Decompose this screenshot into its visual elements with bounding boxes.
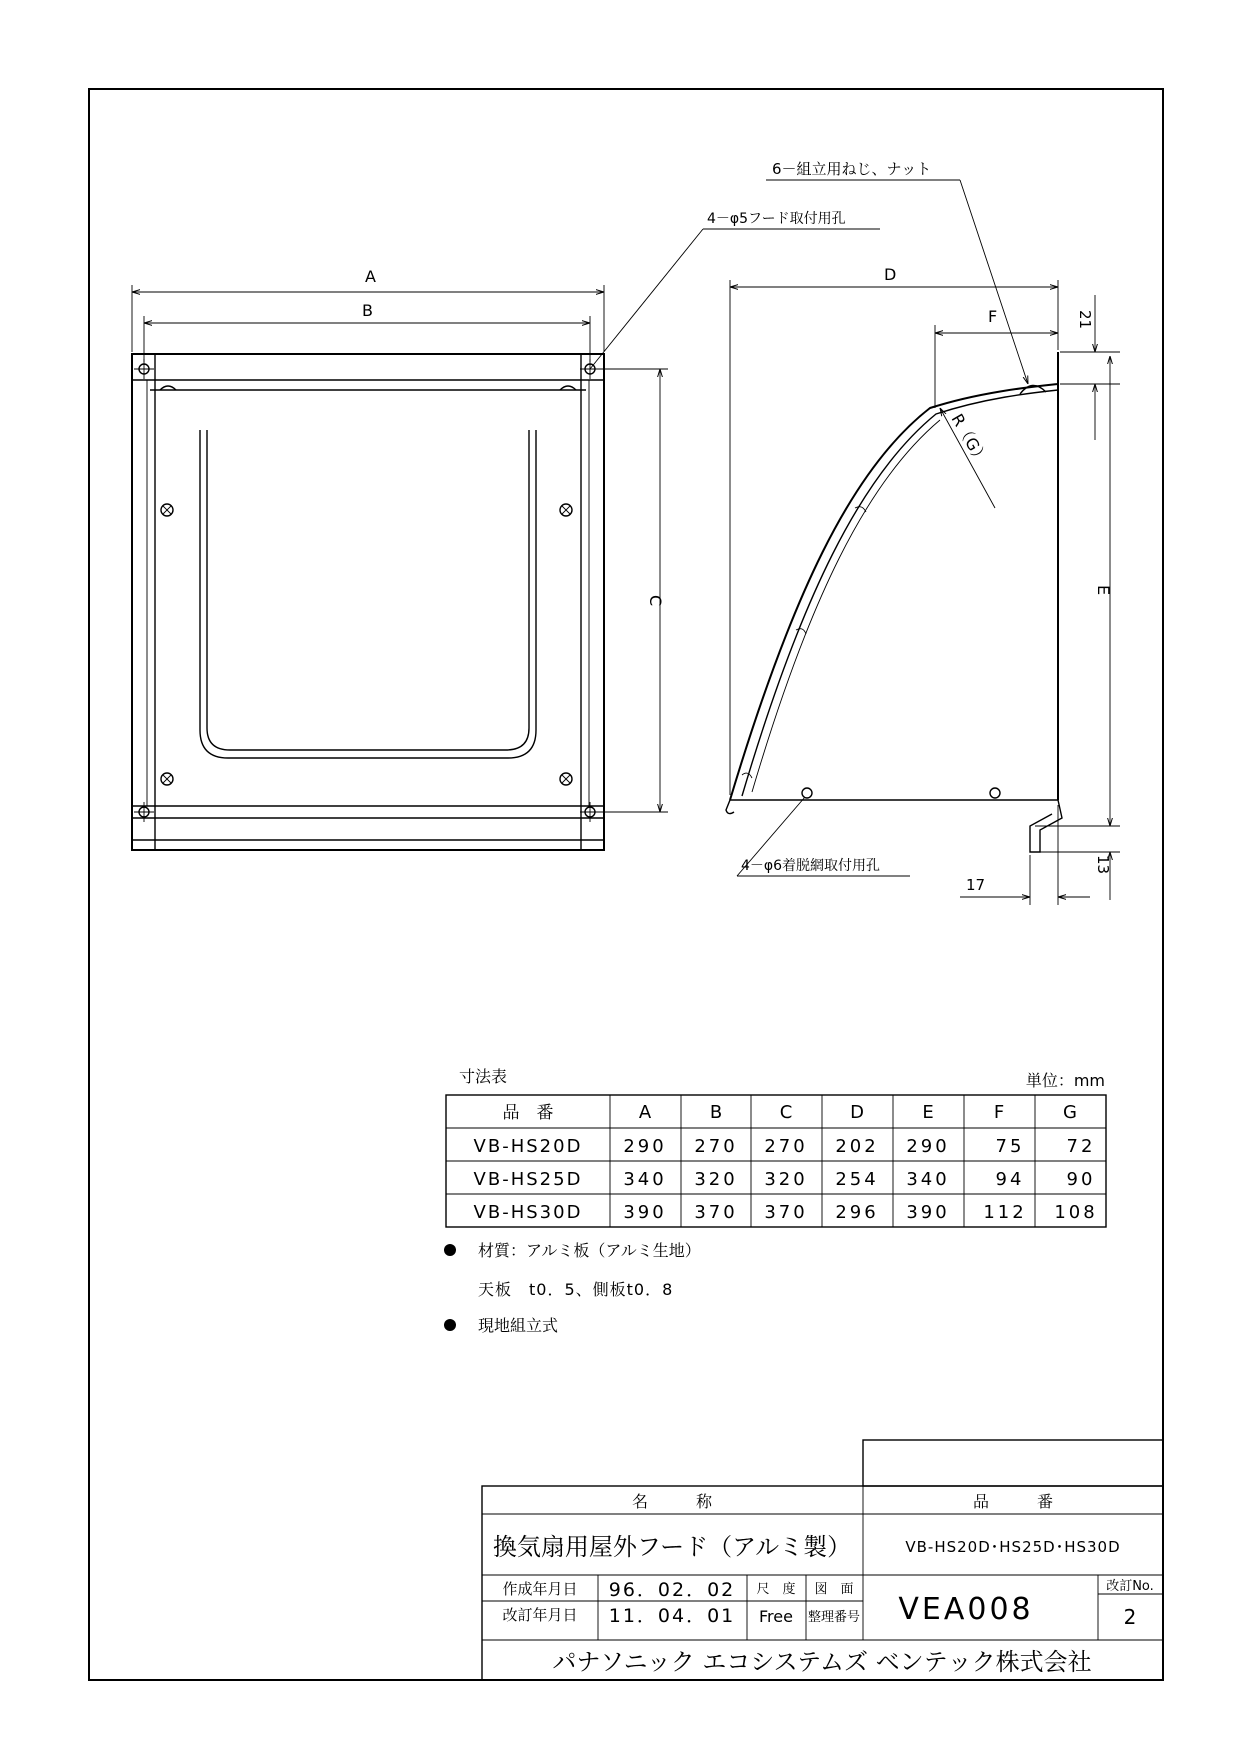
hood-hole-icon [134,802,154,822]
dim-table-cell: VB-HS30D [473,1202,583,1223]
mesh-hole-icon [990,788,1000,798]
dim-label-e: E [1094,585,1113,596]
dim-label-rg: R（G） [947,410,992,469]
dim-table-cell: 254 [835,1169,879,1190]
drawing-number: VEA008 [898,1592,1034,1627]
revised-date: 11．04．01 [608,1605,736,1627]
bullet-icon [444,1244,456,1256]
drawing-label: 図 面 [814,1582,854,1597]
note-assembly: 現地組立式 [478,1316,559,1335]
title-block [482,1440,1163,1680]
screw-icon [560,504,572,516]
dim-table-cell: 94 [995,1169,1025,1190]
dim-table-cell: 390 [623,1202,667,1223]
dim-table-unit: 単位：mm [1025,1071,1105,1090]
dim-table-cell: 202 [835,1136,879,1157]
note-thickness: 天板 t0．5、側板t0．8 [478,1280,674,1299]
dim-table-header: F [993,1102,1005,1123]
revision-number: 2 [1123,1605,1137,1629]
scale-value: Free [759,1607,793,1626]
note-material: 材質：アルミ板（アルミ生地） [478,1241,701,1260]
dim-table-cell: 340 [623,1169,667,1190]
screw-icon [161,504,173,516]
dim-table-cell: 75 [995,1136,1025,1157]
dim-table-cell: VB-HS25D [473,1169,583,1190]
dim-table-cell: 72 [1066,1136,1096,1157]
dim-table-cell: 108 [1054,1202,1098,1223]
product-name: 換気扇用屋外フード（アルミ製） [492,1533,852,1561]
dim-table-cell: 270 [764,1136,808,1157]
hood-hole-label: 4－φ5フード取付用孔 [707,211,846,227]
dim-table-cell: 390 [906,1202,950,1223]
part-header: 品 番 [972,1492,1054,1511]
dim-table-header: G [1063,1102,1077,1123]
ref-label: 整理番号 [807,1610,861,1625]
dim-label-f: F [988,307,998,326]
dim-label-21: 21 [1076,310,1094,330]
mesh-hole-icon [802,788,812,798]
mesh-hole-label: 4－φ6着脱網取付用孔 [741,858,881,874]
dim-table-cell: 340 [906,1169,950,1190]
company-name: パナソニック エコシステムズ ベンテック株式会社 [552,1648,1092,1676]
side-view [726,160,1120,905]
dim-table-header: A [638,1102,652,1123]
dim-table-cell: 370 [694,1202,738,1223]
dim-table-header: B [709,1102,723,1123]
dim-table-title: 寸法表 [459,1067,508,1086]
screws-label: 6－組立用ねじ、ナット [772,160,932,178]
dim-table-header: E [922,1102,934,1123]
dim-label-b: B [362,301,373,320]
dim-label-13: 13 [1094,855,1112,875]
revision-label: 改訂No. [1106,1579,1154,1594]
front-view [132,210,880,850]
dim-label-17: 17 [966,876,986,894]
dim-table-cell: 320 [764,1169,808,1190]
bullet-icon [444,1319,456,1331]
dim-table-cell: 296 [835,1202,879,1223]
dim-table-cell: 270 [694,1136,738,1157]
part-numbers: VB-HS20D･HS25D･HS30D [905,1538,1121,1556]
created-date: 96．02．02 [608,1579,736,1601]
dim-table-cell: 320 [694,1169,738,1190]
created-label: 作成年月日 [502,1580,578,1598]
dim-table-cell: 90 [1066,1169,1096,1190]
dim-label-d: D [884,265,897,284]
dim-label-c: C [646,595,665,607]
name-header: 名 称 [631,1492,713,1511]
scale-label: 尺 度 [756,1582,796,1597]
screw-icon [560,773,572,785]
notes [444,1241,701,1335]
dim-table-cell: 290 [623,1136,667,1157]
drawing-frame [89,89,1163,1680]
dim-table-cell: VB-HS20D [473,1136,583,1157]
dim-table-header: 品 番 [502,1103,554,1123]
screw-icon [161,773,173,785]
dim-table-header: C [779,1102,793,1123]
dim-table-cell: 112 [983,1202,1027,1223]
dim-table-cell: 370 [764,1202,808,1223]
dim-table-header: D [850,1102,864,1123]
revised-label: 改訂年月日 [502,1606,578,1624]
dim-label-a: A [365,267,376,286]
dim-table-cell: 290 [906,1136,950,1157]
dimension-table [446,1067,1106,1227]
